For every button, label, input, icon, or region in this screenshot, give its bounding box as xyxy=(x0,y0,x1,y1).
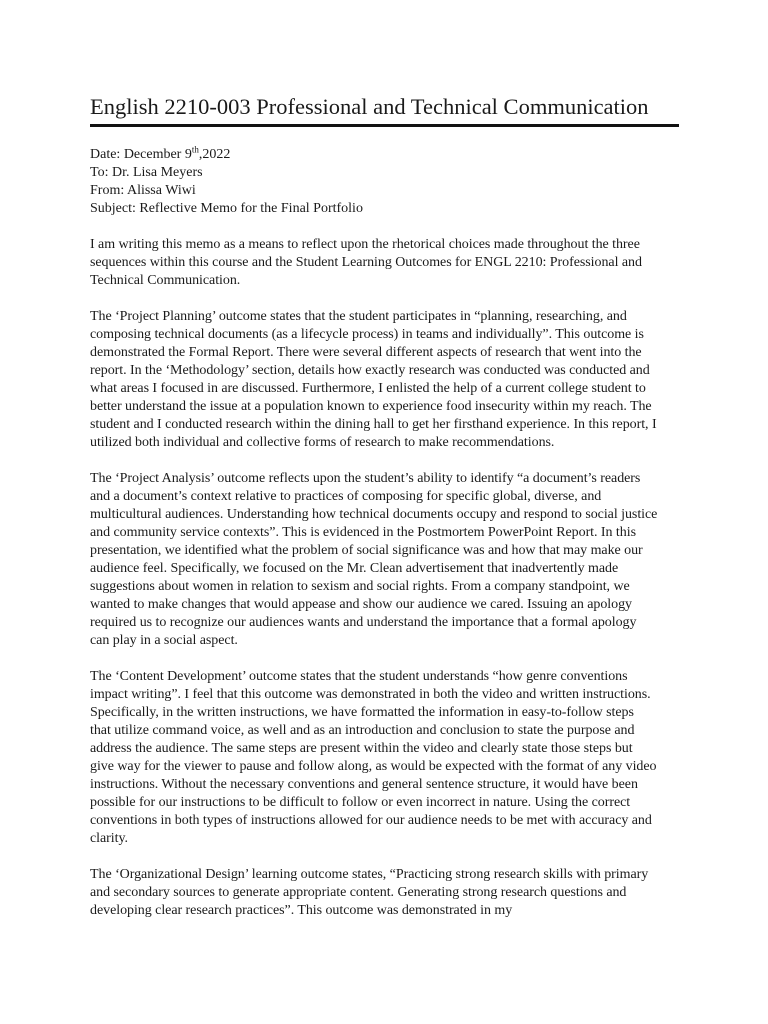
memo-date xyxy=(90,146,680,164)
memo-header xyxy=(90,146,680,218)
memo-from: From: Alissa Wiwi xyxy=(90,183,196,198)
paragraph-project-planning: The ‘Project Planning’ outcome states that the student participates in “planning, researching, and composing technical documents (as a lifecycle process) in teams and individually”. This outcome is demonstrated the Formal Report. There were several different aspects of research that went into the report. In the ‘Methodology’ section, details how exactly research was conducted was conducted and what areas I focused in are discussed. Furthermore, I enlisted the help of a current college student to better understand the issue at a population known to experience food insecurity within my reach. The student and I conducted research within the dining hall to get her firsthand experience. In this report, I utilized both individual and collective forms of research to make recommendations. xyxy=(90,309,657,450)
paragraph-content-development: The ‘Content Development’ outcome states that the student understands “how genre conventions impact writing”. I feel that this outcome was demonstrated in both the video and written instructions. Specifically, in the written instructions, we have formatted the information in easy-to-follow steps that utilize command voice, as well and as an introduction and conclusion to state the purpose and address the audience. The same steps are present within the video and clearly state those steps but give way for the viewer to pause and follow along, as would be expected with the format of any video instructions. Without the necessary conventions and general sentence structure, it would have been possible for our instructions to be difficult to follow or even incorrect in nature. Using the correct conventions in both types of instructions allowed for our audience needs to be met with accuracy and clarity. xyxy=(90,669,657,846)
memo-date-suffix: ,2022 xyxy=(198,147,231,162)
document-title: English 2210-003 Professional and Technical Communication xyxy=(90,94,649,119)
title-underline xyxy=(90,124,679,127)
paragraph-project-analysis: The ‘Project Analysis’ outcome reflects upon the student’s ability to identify “a document’s readers and a document’s context relative to practices of composing for specific global, diverse, and multicultural audiences. Understanding how technical documents occupy and respond to social justice and community service contexts”. This is evidenced in the Postmortem PowerPoint Report. In this presentation, we identified what the problem of social significance was and how that may make our audience feel. Specifically, we focused on the Mr. Clean advertisement that inadvertently made suggestions about women in relation to sexism and social rights. From a company standpoint, we wanted to make changes that would appease and show our audience we cared. Issuing an apology required us to recognize our audiences wants and understand the importance that a formal apology can play in a social aspect. xyxy=(90,471,658,648)
memo-to: To: Dr. Lisa Meyers xyxy=(90,165,203,180)
paragraph-organizational-design: The ‘Organizational Design’ learning outcome states, “Practicing strong research skills with primary and secondary sources to generate appropriate content. Generating strong research questions and developing clear research practices”. This outcome was demonstrated in my xyxy=(90,867,649,918)
memo-date-prefix: Date: December 9 xyxy=(90,147,192,162)
memo-subject: Subject: Reflective Memo for the Final Portfolio xyxy=(90,201,363,216)
memo-date-ordinal: th xyxy=(191,144,199,155)
paragraph-intro: I am writing this memo as a means to reflect upon the rhetorical choices made throughout the three sequences within this course and the Student Learning Outcomes for ENGL 2210: Professional and Technical Communication. xyxy=(90,237,642,288)
